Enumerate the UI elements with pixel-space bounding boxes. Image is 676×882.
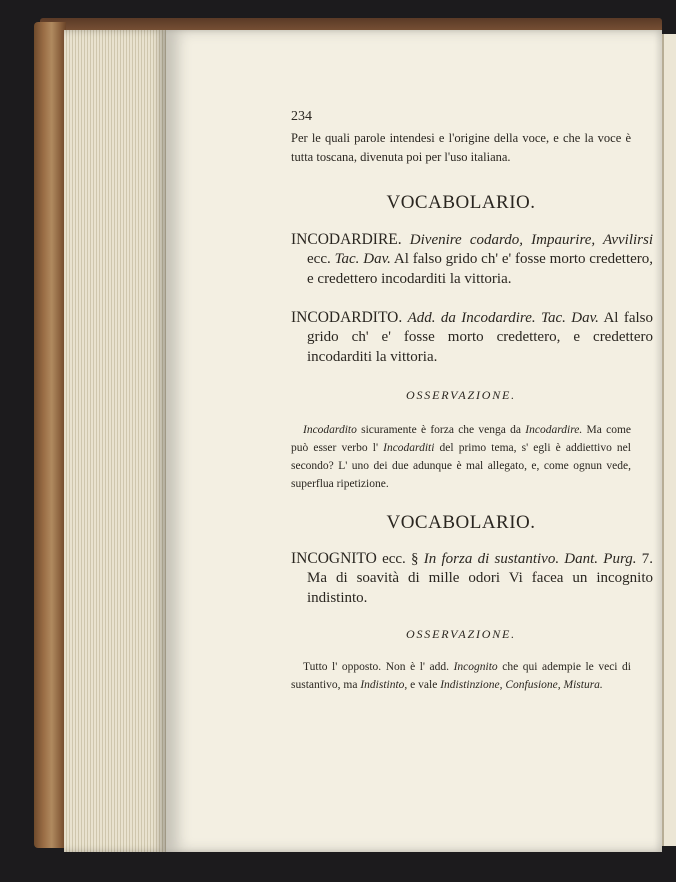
note-italic: Incodardire. [525, 424, 583, 436]
quotation: Al falso grido ch' e' fosse morto credettero, e credettero incodarditi la vittoria. [307, 251, 654, 287]
entry-incodardito [291, 308, 653, 367]
observation-text-2 [291, 658, 631, 694]
page-number: 234 [291, 109, 312, 124]
note-italic: Incodardito [303, 424, 357, 436]
note-italic: Incodarditi [383, 442, 435, 454]
note-italic: Indistinzione, Confusione, Mistura. [440, 679, 603, 691]
quotation: Al falso grido ch' e' fosse morto credettero, e credettero incodarditi la vittoria. [307, 310, 653, 365]
definition-tail: ecc. [307, 251, 331, 268]
source-citation: Tac. Dav. [334, 251, 391, 268]
intro-paragraph: Per le quali parole intendesi e l'origine della voce, e che la voce è tutta toscana, divenuta poi per l'uso italiana. [291, 131, 631, 164]
note-italic: Indistinto [360, 679, 405, 691]
note-text: , e vale [404, 679, 441, 691]
headword: INCOGNITO [291, 550, 377, 567]
section-heading-vocabolario-2: VOCABOLARIO. [386, 512, 536, 533]
note-italic: Incognito [453, 661, 498, 673]
entry-incodardire [291, 230, 653, 289]
quotation: 7. Ma di soavità di mille odori Vi facea un incognito indistinto. [307, 551, 653, 606]
headword: INCODARDITO. [291, 309, 403, 326]
section-heading-vocabolario: VOCABOLARIO. [386, 192, 536, 213]
note-text: Tutto l' opposto. Non è l' add. [303, 661, 454, 673]
definition: In forza di sustantivo. Dant. Purg. [423, 551, 637, 567]
note-text: Ma come può esser verbo l' [291, 424, 631, 454]
observation-text [291, 421, 631, 493]
observation-label-2: OSSERVAZIONE. [406, 627, 516, 641]
headword: INCODARDIRE. [291, 231, 402, 248]
note-text: che qui adempie le veci di sustantivo, ma [291, 661, 631, 691]
observation-label: OSSERVAZIONE. [406, 388, 516, 402]
note-text: del primo tema, s' egli è addiettivo nel secondo? L' uno dei due adunque è mal allegato, e, come ognun vede, superflua ripetizione. [291, 442, 631, 490]
entry-incognito [291, 549, 653, 608]
definition: Divenire codardo, Impaurire, Avvilirsi [409, 232, 653, 248]
note-text: sicuramente è forza che venga da [356, 424, 526, 436]
facing-page-edge [662, 34, 676, 846]
page-edges [64, 30, 166, 852]
definition: Add. da Incodardire. Tac. Dav. [407, 310, 599, 326]
book-spine [34, 22, 66, 848]
definition-tail: ecc. § [376, 551, 424, 567]
